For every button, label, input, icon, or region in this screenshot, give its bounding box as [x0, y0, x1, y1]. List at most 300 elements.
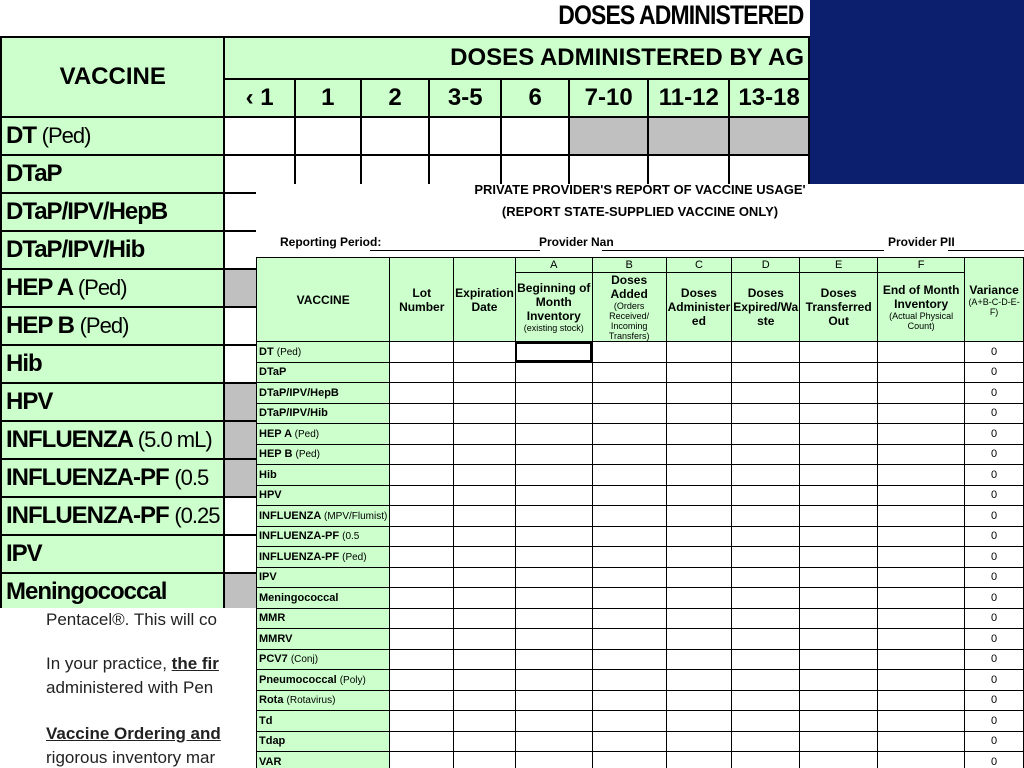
usage-input-cell[interactable] — [592, 711, 666, 732]
usage-input-cell[interactable] — [666, 670, 732, 691]
usage-input-cell[interactable] — [732, 547, 800, 568]
usage-input-cell[interactable] — [390, 465, 454, 486]
back-table-row — [1, 117, 809, 155]
usage-input-cell[interactable] — [592, 670, 666, 691]
usage-input-cell[interactable] — [878, 342, 965, 363]
usage-input-cell[interactable] — [666, 752, 732, 768]
usage-input-cell[interactable] — [666, 711, 732, 732]
usage-vaccine-label: Rota — [259, 694, 284, 707]
usage-input-cell[interactable] — [732, 690, 800, 711]
usage-input-cell[interactable] — [454, 752, 516, 768]
back-vaccine-suffix: (0.5 — [174, 465, 209, 490]
usage-input-cell[interactable] — [515, 362, 592, 383]
usage-input-cell[interactable] — [390, 362, 454, 383]
usage-input-cell[interactable] — [800, 670, 878, 691]
usage-input-cell[interactable] — [800, 608, 878, 629]
col-doses-expired: Doses Expired/Wa ste — [732, 273, 800, 342]
usage-input-cell[interactable] — [666, 506, 732, 527]
usage-input-cell[interactable] — [390, 629, 454, 650]
usage-input-cell[interactable] — [390, 711, 454, 732]
usage-input-cell[interactable] — [390, 485, 454, 506]
usage-input-cell[interactable] — [454, 383, 516, 404]
usage-input-cell[interactable] — [454, 424, 516, 445]
back-dose-cell[interactable] — [501, 117, 569, 155]
usage-variance-value: 0 — [965, 588, 1024, 609]
usage-variance-value: 0 — [965, 526, 1024, 547]
usage-input-cell[interactable] — [515, 506, 592, 527]
text-line-3: administered with Pen — [46, 678, 214, 697]
back-vaccine-name — [1, 345, 224, 383]
back-sheet-title: DOSES ADMINISTERED — [558, 0, 804, 30]
usage-input-cell[interactable] — [666, 608, 732, 629]
col-variance — [965, 258, 1024, 342]
col-doses-added — [592, 273, 666, 342]
usage-vaccine-name — [257, 731, 390, 752]
text-line — [46, 610, 217, 630]
back-vaccine-label: HPV — [6, 388, 53, 415]
usage-input-cell[interactable] — [592, 567, 666, 588]
usage-input-cell[interactable] — [878, 362, 965, 383]
usage-input-cell[interactable] — [592, 690, 666, 711]
usage-input-cell[interactable] — [515, 752, 592, 768]
usage-input-cell[interactable] — [592, 342, 666, 363]
usage-input-cell[interactable] — [878, 731, 965, 752]
usage-input-cell[interactable] — [515, 547, 592, 568]
back-vaccine-label: INFLUENZA-PF — [6, 464, 169, 491]
usage-input-cell[interactable] — [592, 485, 666, 506]
usage-input-cell[interactable] — [666, 690, 732, 711]
usage-input-cell[interactable] — [800, 444, 878, 465]
usage-input-cell[interactable] — [592, 649, 666, 670]
usage-vaccine-suffix: (Ped) — [294, 428, 320, 440]
usage-input-cell[interactable] — [454, 362, 516, 383]
usage-input-cell[interactable] — [732, 526, 800, 547]
back-age-group: 13-18 — [729, 79, 809, 117]
usage-input-cell[interactable] — [515, 342, 592, 363]
usage-variance-value: 0 — [965, 444, 1024, 465]
usage-input-cell[interactable] — [878, 526, 965, 547]
usage-vaccine-label: Pneumococcal — [259, 673, 337, 686]
col-lot-number: Lot Number — [390, 258, 454, 342]
usage-input-cell[interactable] — [800, 465, 878, 486]
usage-variance-value: 0 — [965, 752, 1024, 768]
article-text — [0, 608, 258, 768]
usage-variance-value: 0 — [965, 403, 1024, 424]
usage-input-cell[interactable] — [592, 752, 666, 768]
usage-table-row — [257, 403, 1024, 424]
usage-input-cell[interactable] — [390, 403, 454, 424]
back-vaccine-suffix: (Ped) — [79, 313, 129, 338]
usage-input-cell[interactable] — [800, 588, 878, 609]
usage-input-cell[interactable] — [454, 444, 516, 465]
usage-vaccine-name — [257, 547, 390, 568]
usage-vaccine-label: INFLUENZA — [259, 509, 321, 522]
back-vaccine-name — [1, 421, 224, 459]
usage-vaccine-suffix: (MPV/Flumist) — [323, 510, 388, 522]
back-vaccine-label: DTaP/IPV/Hib — [6, 236, 145, 263]
usage-input-cell[interactable] — [666, 567, 732, 588]
usage-input-cell[interactable] — [515, 485, 592, 506]
text-line-4: Vaccine Ordering and — [46, 724, 221, 743]
usage-table-row — [257, 690, 1024, 711]
usage-input-cell[interactable] — [454, 567, 516, 588]
usage-variance-value: 0 — [965, 608, 1024, 629]
usage-table-row — [257, 526, 1024, 547]
usage-input-cell[interactable] — [515, 383, 592, 404]
usage-input-cell[interactable] — [666, 342, 732, 363]
usage-input-cell[interactable] — [390, 444, 454, 465]
usage-vaccine-name — [257, 424, 390, 445]
usage-input-cell[interactable] — [390, 588, 454, 609]
back-vaccine-suffix: (Ped) — [77, 275, 127, 300]
col-beginning-inventory — [515, 273, 592, 342]
usage-input-cell[interactable] — [878, 506, 965, 527]
back-age-group: 7-10 — [569, 79, 649, 117]
usage-input-cell[interactable] — [732, 670, 800, 691]
usage-input-cell[interactable] — [592, 629, 666, 650]
usage-vaccine-suffix: (Ped) — [342, 551, 367, 563]
back-vaccine-suffix: (0.25 — [174, 503, 220, 528]
usage-input-cell[interactable] — [732, 383, 800, 404]
col-expiration-date: Expiration Date — [454, 258, 516, 342]
usage-input-cell[interactable] — [666, 588, 732, 609]
usage-input-cell[interactable] — [878, 608, 965, 629]
usage-variance-value: 0 — [965, 465, 1024, 486]
usage-variance-value: 0 — [965, 690, 1024, 711]
usage-input-cell[interactable] — [666, 731, 732, 752]
col-letter-f: F — [878, 258, 965, 273]
usage-input-cell[interactable] — [454, 670, 516, 691]
usage-vaccine-name — [257, 526, 390, 547]
usage-input-cell[interactable] — [454, 485, 516, 506]
usage-input-cell[interactable] — [800, 342, 878, 363]
usage-input-cell[interactable] — [454, 526, 516, 547]
usage-input-cell[interactable] — [800, 690, 878, 711]
usage-vaccine-name — [257, 403, 390, 424]
usage-input-cell[interactable] — [592, 444, 666, 465]
usage-input-cell[interactable] — [878, 567, 965, 588]
usage-input-cell[interactable] — [666, 383, 732, 404]
usage-input-cell[interactable] — [592, 362, 666, 383]
usage-vaccine-name — [257, 444, 390, 465]
back-dose-cell[interactable] — [361, 117, 429, 155]
doses-added-label: Doses Added — [610, 273, 648, 301]
usage-input-cell[interactable] — [732, 465, 800, 486]
usage-input-cell[interactable] — [666, 485, 732, 506]
usage-variance-value: 0 — [965, 711, 1024, 732]
col-letter-b: B — [592, 258, 666, 273]
usage-vaccine-name — [257, 588, 390, 609]
usage-input-cell[interactable] — [592, 731, 666, 752]
usage-vaccine-label: DT — [259, 345, 274, 358]
beginning-inventory-note: (existing stock) — [523, 323, 584, 333]
usage-input-cell[interactable] — [390, 649, 454, 670]
usage-input-cell[interactable] — [878, 629, 965, 650]
usage-input-cell[interactable] — [454, 506, 516, 527]
usage-input-cell[interactable] — [878, 690, 965, 711]
back-dose-cell[interactable] — [729, 117, 809, 155]
usage-table-row — [257, 383, 1024, 404]
usage-input-cell[interactable] — [800, 629, 878, 650]
usage-vaccine-name — [257, 690, 390, 711]
usage-input-cell[interactable] — [390, 690, 454, 711]
usage-input-cell[interactable] — [515, 403, 592, 424]
variance-label: Variance — [969, 282, 1019, 297]
usage-table-row — [257, 444, 1024, 465]
usage-table-row — [257, 752, 1024, 768]
usage-input-cell[interactable] — [800, 506, 878, 527]
usage-input-cell[interactable] — [515, 465, 592, 486]
usage-variance-value: 0 — [965, 547, 1024, 568]
end-inventory-note: (Actual Physical Count) — [889, 311, 954, 331]
usage-vaccine-suffix: (Rotavirus) — [286, 695, 336, 707]
back-dose-cell[interactable] — [429, 117, 501, 155]
back-vaccine-label: INFLUENZA-PF — [6, 502, 169, 529]
usage-vaccine-name — [257, 567, 390, 588]
usage-input-cell[interactable] — [666, 649, 732, 670]
usage-table-row — [257, 670, 1024, 691]
usage-vaccine-suffix: (Ped) — [295, 449, 320, 461]
text-line — [46, 654, 219, 674]
usage-input-cell[interactable] — [878, 424, 965, 445]
back-col-age-header: DOSES ADMINISTERED BY AG — [224, 37, 809, 79]
usage-input-cell[interactable] — [800, 752, 878, 768]
usage-vaccine-name — [257, 383, 390, 404]
usage-input-cell[interactable] — [732, 649, 800, 670]
usage-vaccine-name — [257, 649, 390, 670]
usage-input-cell[interactable] — [515, 588, 592, 609]
usage-input-cell[interactable] — [592, 526, 666, 547]
usage-table-row — [257, 342, 1024, 363]
usage-variance-value: 0 — [965, 342, 1024, 363]
provider-pin-field[interactable] — [948, 250, 1024, 251]
usage-input-cell[interactable] — [878, 711, 965, 732]
usage-input-cell[interactable] — [515, 526, 592, 547]
usage-input-cell[interactable] — [592, 506, 666, 527]
usage-input-cell[interactable] — [732, 444, 800, 465]
text-line — [46, 678, 213, 698]
usage-input-cell[interactable] — [515, 424, 592, 445]
text-heading — [46, 724, 221, 744]
usage-input-cell[interactable] — [666, 424, 732, 445]
usage-vaccine-suffix: (0.5 — [342, 531, 360, 543]
usage-input-cell[interactable] — [800, 547, 878, 568]
usage-variance-value: 0 — [965, 629, 1024, 650]
usage-input-cell[interactable] — [515, 690, 592, 711]
usage-input-cell[interactable] — [666, 547, 732, 568]
usage-input-cell[interactable] — [878, 383, 965, 404]
back-vaccine-name — [1, 383, 224, 421]
usage-input-cell[interactable] — [515, 670, 592, 691]
usage-input-cell[interactable] — [592, 424, 666, 445]
usage-input-cell[interactable] — [592, 547, 666, 568]
usage-input-cell[interactable] — [390, 752, 454, 768]
usage-input-cell[interactable] — [515, 731, 592, 752]
usage-input-cell[interactable] — [454, 403, 516, 424]
usage-input-cell[interactable] — [732, 588, 800, 609]
usage-input-cell[interactable] — [592, 465, 666, 486]
usage-input-cell[interactable] — [666, 465, 732, 486]
usage-vaccine-label: Td — [259, 714, 273, 727]
usage-input-cell[interactable] — [390, 670, 454, 691]
usage-table-row — [257, 629, 1024, 650]
usage-input-cell[interactable] — [732, 362, 800, 383]
back-vaccine-suffix: (Ped) — [41, 123, 91, 148]
usage-variance-value: 0 — [965, 731, 1024, 752]
usage-input-cell[interactable] — [515, 711, 592, 732]
usage-input-cell[interactable] — [732, 711, 800, 732]
usage-vaccine-label: HEP A — [259, 427, 292, 440]
usage-table-row — [257, 608, 1024, 629]
usage-input-cell[interactable] — [454, 711, 516, 732]
usage-input-cell[interactable] — [454, 690, 516, 711]
usage-input-cell[interactable] — [390, 383, 454, 404]
provider-name-field[interactable] — [602, 250, 884, 251]
usage-input-cell[interactable] — [732, 608, 800, 629]
back-vaccine-name — [1, 497, 224, 535]
usage-input-cell[interactable] — [732, 342, 800, 363]
usage-input-cell[interactable] — [454, 649, 516, 670]
usage-variance-value: 0 — [965, 506, 1024, 527]
usage-input-cell[interactable] — [732, 629, 800, 650]
usage-input-cell[interactable] — [515, 608, 592, 629]
usage-input-cell[interactable] — [515, 444, 592, 465]
back-age-group: 11-12 — [648, 79, 729, 117]
usage-vaccine-name — [257, 485, 390, 506]
usage-variance-value: 0 — [965, 649, 1024, 670]
usage-input-cell[interactable] — [390, 526, 454, 547]
usage-table-row — [257, 485, 1024, 506]
usage-variance-value: 0 — [965, 567, 1024, 588]
usage-vaccine-name — [257, 629, 390, 650]
usage-input-cell[interactable] — [878, 670, 965, 691]
col-letter-d: D — [732, 258, 800, 273]
usage-table-row — [257, 547, 1024, 568]
usage-input-cell[interactable] — [800, 403, 878, 424]
back-vaccine-name — [1, 307, 224, 345]
back-vaccine-label: HEP B — [6, 312, 74, 339]
back-dose-cell[interactable] — [224, 117, 294, 155]
usage-input-cell[interactable] — [390, 731, 454, 752]
usage-input-cell[interactable] — [390, 547, 454, 568]
usage-input-cell[interactable] — [800, 731, 878, 752]
usage-input-cell[interactable] — [390, 424, 454, 445]
usage-input-cell[interactable] — [732, 424, 800, 445]
usage-input-cell[interactable] — [732, 485, 800, 506]
col-end-inventory — [878, 273, 965, 342]
usage-vaccine-label: DTaP — [259, 366, 287, 379]
usage-input-cell[interactable] — [878, 465, 965, 486]
usage-vaccine-label: HPV — [259, 489, 282, 502]
usage-input-cell[interactable] — [878, 588, 965, 609]
usage-input-cell[interactable] — [878, 752, 965, 768]
usage-input-cell[interactable] — [390, 506, 454, 527]
usage-input-cell[interactable] — [515, 649, 592, 670]
usage-input-cell[interactable] — [732, 567, 800, 588]
usage-input-cell[interactable] — [800, 383, 878, 404]
usage-input-cell[interactable] — [454, 588, 516, 609]
usage-input-cell[interactable] — [800, 424, 878, 445]
usage-table-row — [257, 424, 1024, 445]
reporting-period-field[interactable] — [370, 250, 540, 251]
usage-variance-value: 0 — [965, 670, 1024, 691]
usage-variance-value: 0 — [965, 362, 1024, 383]
usage-table-row — [257, 711, 1024, 732]
usage-variance-value: 0 — [965, 383, 1024, 404]
usage-input-cell[interactable] — [878, 403, 965, 424]
usage-input-cell[interactable] — [732, 731, 800, 752]
usage-input-cell[interactable] — [515, 567, 592, 588]
usage-input-cell[interactable] — [800, 362, 878, 383]
usage-vaccine-label: PCV7 — [259, 653, 288, 666]
usage-input-cell[interactable] — [666, 403, 732, 424]
col-doses-administered: Doses Administer ed — [666, 273, 732, 342]
back-dose-cell[interactable] — [295, 117, 361, 155]
usage-input-cell[interactable] — [390, 342, 454, 363]
usage-vaccine-label: MMR — [259, 612, 286, 625]
usage-table-row — [257, 465, 1024, 486]
usage-input-cell[interactable] — [732, 752, 800, 768]
usage-table-row — [257, 649, 1024, 670]
usage-input-cell[interactable] — [732, 403, 800, 424]
usage-vaccine-label: INFLUENZA-PF — [259, 550, 340, 563]
usage-input-cell[interactable] — [800, 711, 878, 732]
usage-input-cell[interactable] — [800, 485, 878, 506]
usage-input-cell[interactable] — [878, 485, 965, 506]
usage-input-cell[interactable] — [800, 649, 878, 670]
usage-vaccine-name — [257, 608, 390, 629]
usage-input-cell[interactable] — [878, 444, 965, 465]
usage-input-cell[interactable] — [390, 608, 454, 629]
usage-input-cell[interactable] — [592, 608, 666, 629]
usage-input-cell[interactable] — [454, 342, 516, 363]
usage-input-cell[interactable] — [666, 444, 732, 465]
usage-input-cell[interactable] — [454, 608, 516, 629]
usage-input-cell[interactable] — [666, 526, 732, 547]
text-line-1: Pentacel®. This will co — [46, 610, 217, 629]
usage-vaccine-name — [257, 465, 390, 486]
usage-input-cell[interactable] — [666, 629, 732, 650]
usage-input-cell[interactable] — [454, 547, 516, 568]
usage-input-cell[interactable] — [800, 526, 878, 547]
usage-input-cell[interactable] — [454, 731, 516, 752]
usage-input-cell[interactable] — [878, 649, 965, 670]
usage-input-cell[interactable] — [592, 383, 666, 404]
usage-input-cell[interactable] — [666, 362, 732, 383]
usage-input-cell[interactable] — [878, 547, 965, 568]
usage-input-cell[interactable] — [454, 465, 516, 486]
usage-input-cell[interactable] — [592, 403, 666, 424]
usage-input-cell[interactable] — [515, 629, 592, 650]
usage-input-cell[interactable] — [592, 588, 666, 609]
text-line-2-bold: the fir — [171, 654, 219, 673]
provider-pin-label: Provider PII — [888, 235, 955, 249]
usage-vaccine-suffix: (Ped) — [276, 346, 302, 358]
usage-table-row — [257, 362, 1024, 383]
back-age-group: 1 — [295, 79, 361, 117]
usage-input-cell[interactable] — [454, 629, 516, 650]
usage-vaccine-name — [257, 506, 390, 527]
beginning-inventory-label: Beginning of Month Inventory — [517, 281, 591, 323]
usage-input-cell[interactable] — [800, 567, 878, 588]
usage-table-row — [257, 588, 1024, 609]
back-dose-cell[interactable] — [569, 117, 649, 155]
usage-input-cell[interactable] — [732, 506, 800, 527]
back-dose-cell[interactable] — [648, 117, 729, 155]
back-vaccine-name — [1, 193, 224, 231]
usage-vaccine-name — [257, 362, 390, 383]
usage-input-cell[interactable] — [390, 567, 454, 588]
